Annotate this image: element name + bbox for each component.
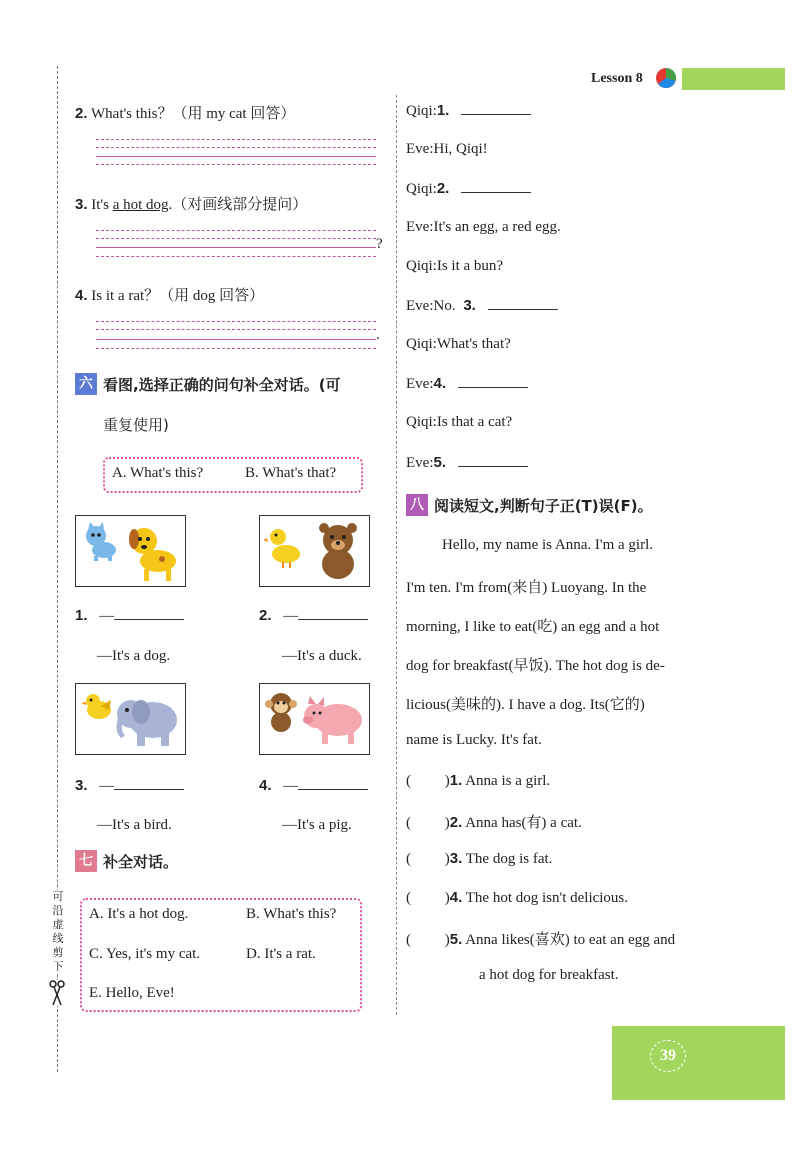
monkey-icon bbox=[263, 690, 299, 734]
tf-question-5: ( )5. Anna likes(喜欢) to eat an egg and bbox=[406, 931, 676, 948]
passage-line-4: dog for breakfast(早饭). The hot dog is de- bbox=[406, 658, 665, 674]
dialogue-line-7: Qiqi:What's that? bbox=[406, 336, 511, 352]
answer-line bbox=[96, 256, 376, 257]
tf-question-3: ( )3. The dog is fat. bbox=[406, 850, 553, 867]
item-2: 2. — bbox=[259, 607, 368, 625]
dialogue-line-6: Eve:No. 3. bbox=[406, 297, 558, 315]
answer-line bbox=[96, 164, 376, 165]
duck-icon bbox=[264, 524, 304, 568]
answer-line bbox=[96, 156, 376, 157]
column-divider bbox=[396, 95, 397, 1015]
section-8-title: 阅读短文,判断句子正(T)误(F)。 bbox=[434, 497, 653, 515]
page-number-block bbox=[612, 1026, 785, 1100]
item-4-answer: —It's a pig. bbox=[282, 817, 352, 833]
passage-line-1: Hello, my name is Anna. I'm a girl. bbox=[442, 537, 653, 553]
option-a: A. It's a hot dog. bbox=[89, 906, 189, 922]
answer-line bbox=[96, 139, 376, 140]
bear-icon bbox=[310, 520, 366, 582]
lesson-label: Lesson 8 bbox=[591, 71, 643, 86]
question-4: 4. Is it a rat？（用 dog 回答） bbox=[75, 287, 265, 304]
dialogue-line-2: Eve:Hi, Qiqi! bbox=[406, 141, 488, 157]
answer-line bbox=[96, 348, 376, 349]
tf-question-1: ( )1. Anna is a girl. bbox=[406, 772, 551, 789]
section-6-badge: 六 bbox=[75, 373, 97, 395]
answer-line bbox=[96, 339, 376, 340]
section-7-title: 补全对话。 bbox=[103, 853, 179, 871]
dog-icon bbox=[126, 521, 182, 583]
dialogue-line-8: Eve:4. bbox=[406, 375, 528, 393]
section-8-badge: 八 bbox=[406, 494, 428, 516]
dialogue-line-3: Qiqi:2. bbox=[406, 180, 531, 198]
picture-monkey-pig bbox=[259, 683, 370, 755]
scissors-icon bbox=[48, 980, 66, 1006]
elephant-icon bbox=[111, 690, 181, 750]
item-3-answer: —It's a bird. bbox=[97, 817, 172, 833]
tf-question-2: ( )2. Anna has(有) a cat. bbox=[406, 814, 582, 831]
dialogue-line-1: Qiqi:1. bbox=[406, 102, 531, 120]
item-1: 1. — bbox=[75, 607, 184, 625]
question-3: 3. It's a hot dog.（对画线部分提问） bbox=[75, 196, 308, 213]
option-e: E. Hello, Eve! bbox=[89, 985, 175, 1001]
dialogue-line-4: Eve:It's an egg, a red egg. bbox=[406, 219, 561, 235]
bird-icon bbox=[81, 690, 115, 724]
picture-duck-bear bbox=[259, 515, 370, 587]
question-2: 2. What's this？（用 my cat 回答） bbox=[75, 105, 296, 122]
end-mark: ? bbox=[376, 236, 383, 252]
answer-line bbox=[96, 329, 376, 330]
answer-line bbox=[96, 247, 376, 248]
answer-bracket[interactable]: ( ) bbox=[406, 773, 450, 789]
item-3: 3. — bbox=[75, 777, 184, 795]
section-7-badge: 七 bbox=[75, 850, 97, 872]
answer-bracket[interactable]: ( ) bbox=[406, 851, 450, 867]
answer-line bbox=[96, 230, 376, 231]
answer-line bbox=[96, 147, 376, 148]
tf-question-4: ( )4. The hot dog isn't delicious. bbox=[406, 889, 629, 906]
cut-hint: 可 沿 虚 线 剪 下 bbox=[52, 890, 64, 973]
page-number: 39 bbox=[650, 1040, 686, 1072]
passage-line-6: name is Lucky. It's fat. bbox=[406, 732, 542, 748]
option-a: A. What's this? bbox=[112, 465, 204, 481]
answer-bracket[interactable]: ( ) bbox=[406, 815, 450, 831]
answer-line bbox=[96, 321, 376, 322]
option-d: D. It's a rat. bbox=[246, 946, 316, 962]
cat-icon bbox=[82, 522, 122, 562]
section-6-title-cont: 重复使用) bbox=[103, 416, 169, 434]
picture-bird-elephant bbox=[75, 683, 186, 755]
answer-line bbox=[96, 238, 376, 239]
end-mark: . bbox=[376, 327, 380, 343]
tf-question-5-cont: a hot dog for breakfast. bbox=[479, 967, 619, 983]
lesson-color-wheel-icon bbox=[655, 67, 677, 89]
pig-icon bbox=[300, 692, 366, 750]
passage-line-2: I'm ten. I'm from(来自) Luoyang. In the bbox=[406, 580, 647, 596]
option-b: B. What's this? bbox=[246, 906, 337, 922]
answer-bracket[interactable]: ( ) bbox=[406, 932, 450, 948]
item-2-answer: —It's a duck. bbox=[282, 648, 362, 664]
item-4: 4. — bbox=[259, 777, 368, 795]
dialogue-line-10: Eve:5. bbox=[406, 454, 528, 472]
dialogue-line-5: Qiqi:Is it a bun? bbox=[406, 258, 504, 274]
option-c: C. Yes, it's my cat. bbox=[89, 946, 201, 962]
dialogue-line-9: Qiqi:Is that a cat? bbox=[406, 414, 513, 430]
section-6-title: 看图,选择正确的问句补全对话。(可 bbox=[103, 376, 341, 394]
item-1-answer: —It's a dog. bbox=[97, 648, 171, 664]
header-accent-bar bbox=[682, 68, 785, 90]
passage-line-3: morning, I like to eat(吃) an egg and a hot bbox=[406, 619, 660, 635]
passage-line-5: licious(美味的). I have a dog. Its(它的) bbox=[406, 697, 645, 713]
option-b: B. What's that? bbox=[245, 465, 337, 481]
answer-bracket[interactable]: ( ) bbox=[406, 890, 450, 906]
picture-cat-dog bbox=[75, 515, 186, 587]
